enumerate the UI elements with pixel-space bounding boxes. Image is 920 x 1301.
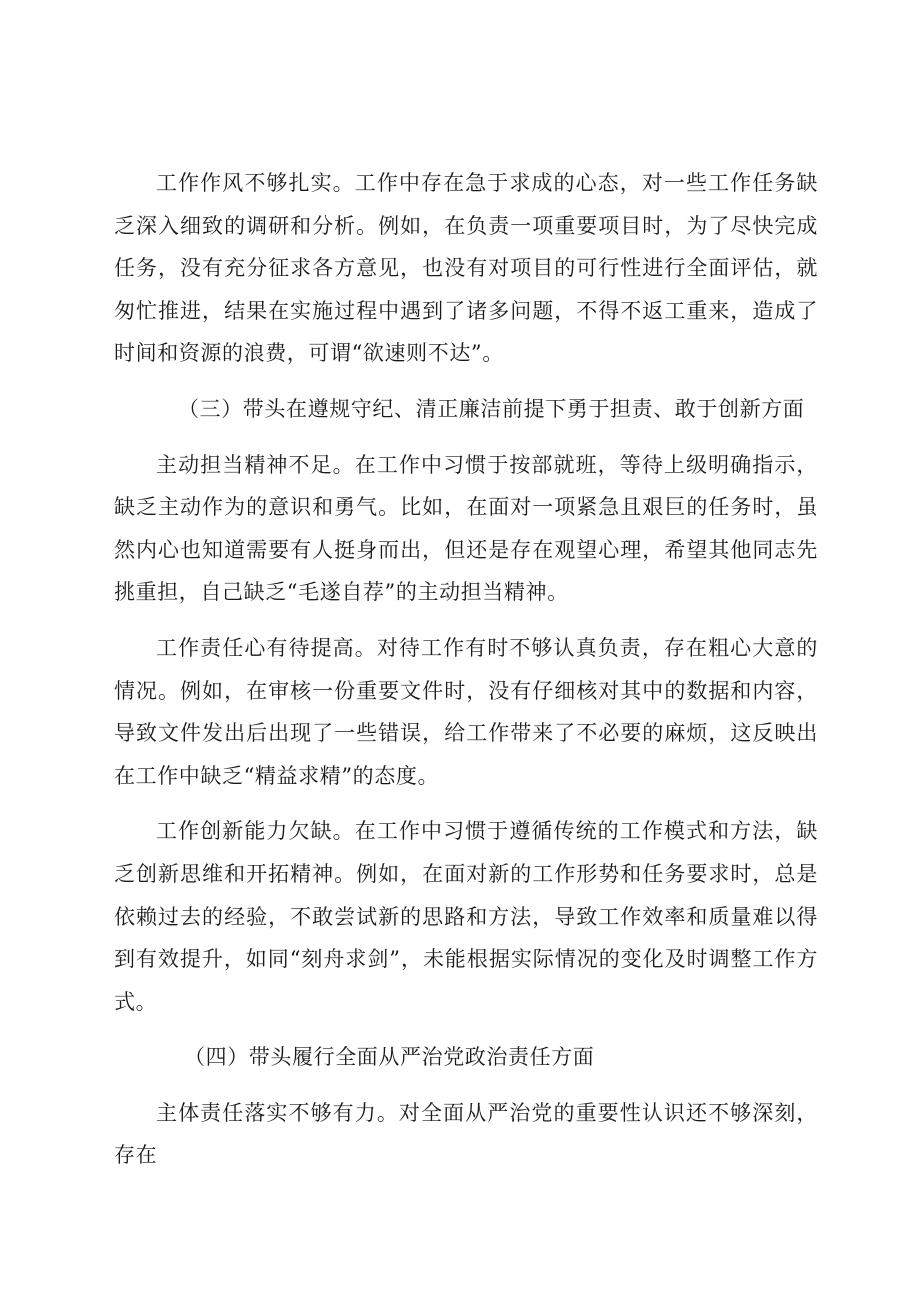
paragraph-main-responsibility: 主体责任落实不够有力。对全面从严治党的重要性认识还不够深刻，存在 (114, 1100, 818, 1168)
paragraph-innovation: 工作创新能力欠缺。在工作中习惯于遵循传统的工作模式和方法，缺乏创新思维和开拓精神。例如，在面对新的工作形势和任务要求时，总是依赖过去的经验，不敢尝试新的思路和方法，导致工作效率和质量难以得到有效提升，如同“刻舟求剑”，未能根据实际情况的变化及时调整工作方式。 (114, 819, 818, 1014)
paragraph-gap (114, 797, 818, 810)
paragraph-gap (114, 1079, 818, 1092)
section-heading-4: （四）带头履行全面从严治党政治责任方面 (184, 1045, 595, 1070)
paragraph-gap (114, 614, 818, 627)
paragraph-gap (114, 1023, 818, 1036)
section-heading-3: （三）带头在遵规守纪、清正廉洁前提下勇于担责、敢于创新方面 (178, 396, 805, 421)
paragraph-gap (114, 431, 818, 444)
paragraph-initiative: 主动担当精神不足。在工作中习惯于按部就班，等待上级明确指示，缺乏主动作为的意识和勇气。比如，在面对一项紧急且艰巨的任务时，虽然内心也知道需要有人挺身而出，但还是存在观望心理，希望其他同志先挑重担，自己缺乏“毛遂自荐”的主动担当精神。 (114, 452, 818, 605)
paragraph-responsibility: 工作责任心有待提高。对待工作有时不够认真负责，存在粗心大意的情况。例如，在审核一份重要文件时，没有仔细核对其中的数据和内容，导致文件发出后出现了一些错误，给工作带来了不必要的麻烦，这反映出在工作中缺乏“精益求精”的态度。 (114, 635, 818, 788)
paragraph-work-style: 工作作风不够扎实。工作中存在急于求成的心态，对一些工作任务缺乏深入细致的调研和分析。例如，在负责一项重要项目时，为了尽快完成任务，没有充分征求各方意见，也没有对项目的可行性进行全面评估，就匆忙推进，结果在实施过程中遇到了诸多问题，不得不返工重来，造成了时间和资源的浪费，可谓“欲速则不达”。 (114, 171, 818, 366)
paragraph-gap (114, 375, 818, 388)
document-body (114, 162, 818, 1177)
